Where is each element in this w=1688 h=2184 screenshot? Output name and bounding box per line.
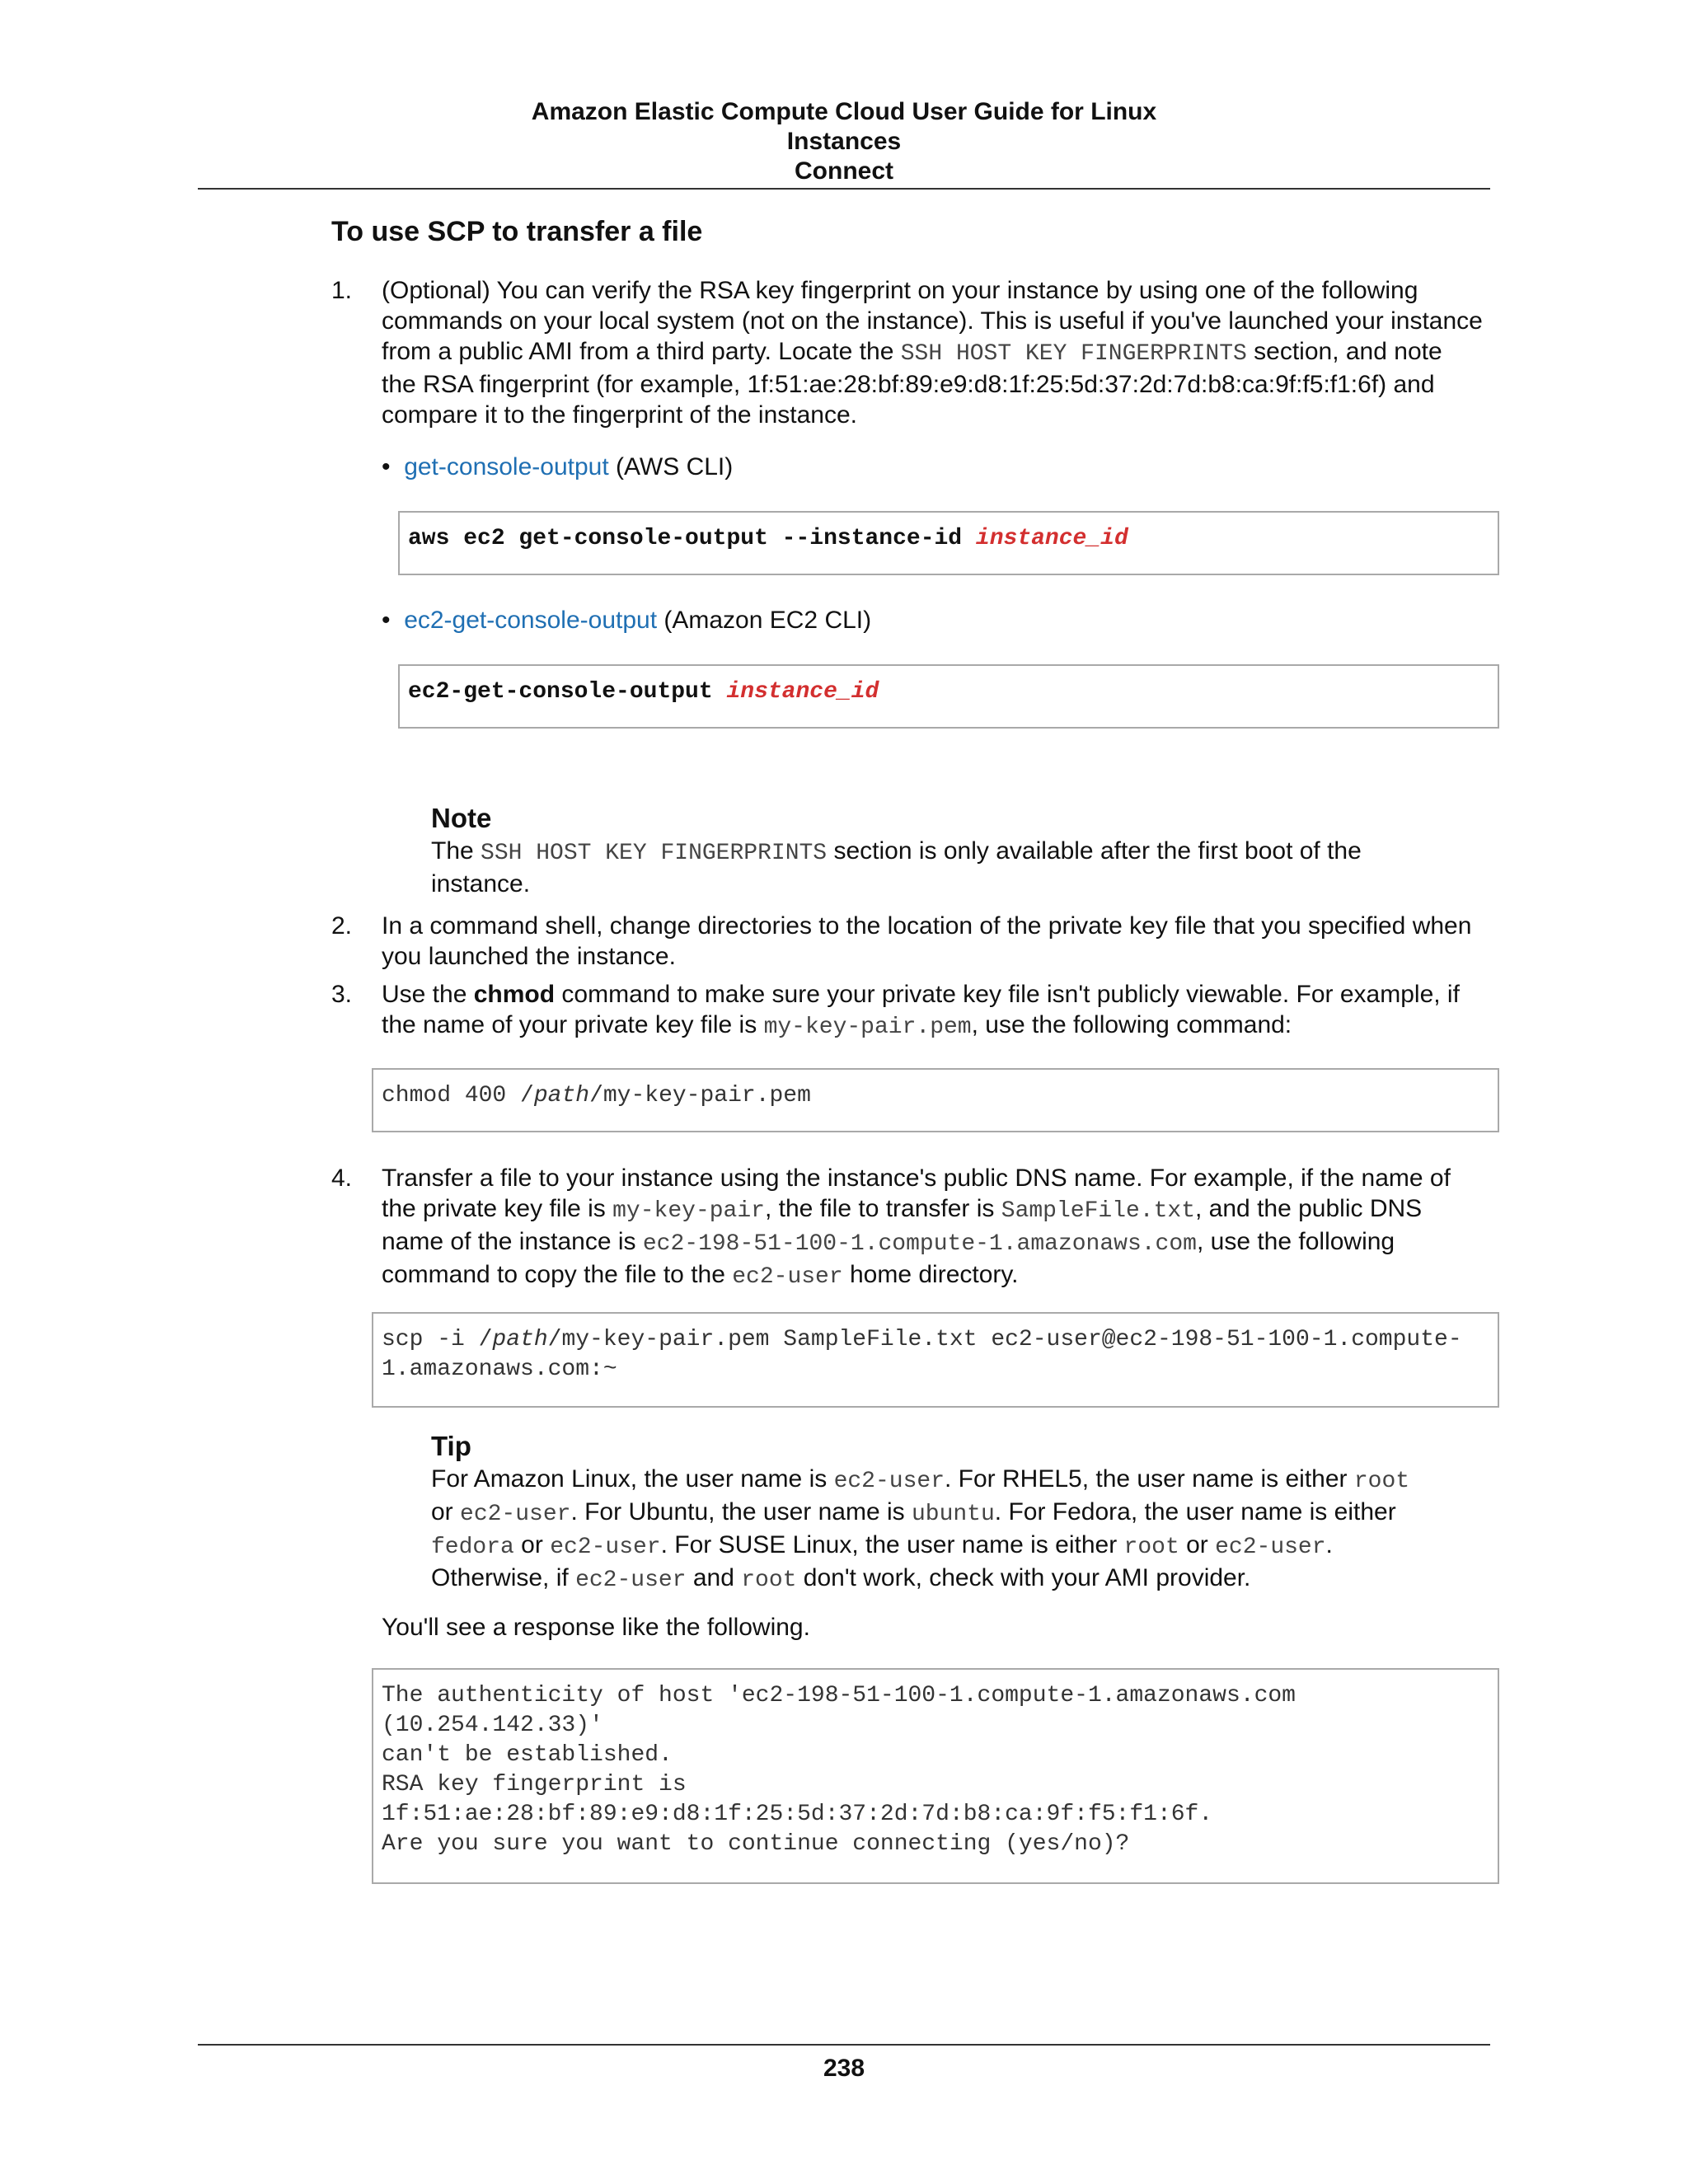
text: . For Ubuntu, the user name is xyxy=(570,1498,912,1526)
step-3-line xyxy=(382,1010,1494,1043)
step-1-number: 1. xyxy=(331,277,353,304)
text: the name of your private key file is xyxy=(382,1011,764,1038)
code-line: RSA key fingerprint is xyxy=(382,1772,687,1797)
step-3-line xyxy=(382,979,1494,1010)
inline-code: fedora xyxy=(431,1535,514,1560)
bullet-dot: • xyxy=(382,453,405,480)
bullet-suffix: (Amazon EC2 CLI) xyxy=(657,607,872,634)
inline-code: ec2-user xyxy=(575,1568,687,1593)
text: from a public AMI from a third party. Locate the xyxy=(382,338,901,365)
tip-title: Tip xyxy=(431,1431,471,1461)
tip-line xyxy=(431,1530,1494,1563)
tip-text xyxy=(431,1464,1494,1596)
inline-code: root xyxy=(1353,1469,1410,1494)
text: name of the instance is xyxy=(382,1228,643,1255)
step-1-line: compare it to the fingerprint of the instance. xyxy=(382,401,857,429)
code-text: /my-key-pair.pem xyxy=(589,1083,811,1108)
code-line: (10.254.142.33)' xyxy=(382,1713,603,1738)
running-header xyxy=(198,97,1490,186)
step-3-text xyxy=(382,979,1494,1043)
code-line: can't be established. xyxy=(382,1742,673,1768)
code-block-chmod xyxy=(372,1068,1499,1132)
note-text xyxy=(431,836,1486,899)
code-text: scp -i / xyxy=(382,1327,493,1352)
code-line: 1.amazonaws.com:~ xyxy=(382,1357,617,1382)
text: or xyxy=(513,1531,551,1558)
inline-code: ec2-user xyxy=(833,1469,945,1494)
page-number: 238 xyxy=(823,2055,865,2082)
tip-line xyxy=(431,1497,1494,1530)
step-1-line xyxy=(382,336,1494,369)
code-line: Are you sure you want to continue connecting (yes/no)? xyxy=(382,1831,1130,1857)
inline-code: root xyxy=(741,1568,797,1593)
code-block-response xyxy=(372,1668,1499,1884)
code-variable: instance_id xyxy=(975,526,1128,551)
step-2-number: 2. xyxy=(331,912,353,940)
get-console-output-link[interactable]: get-console-output xyxy=(404,453,609,480)
code-line: 1f:51:ae:28:bf:89:e9:d8:1f:25:5d:37:2d:7d:b8:ca:9f:f5:f1:6f. xyxy=(382,1802,1213,1827)
code-command: ec2-get-console-output xyxy=(408,679,727,705)
response-intro: You'll see a response like the following. xyxy=(382,1614,810,1641)
step-4-text xyxy=(382,1163,1494,1292)
step-1-line: the RSA fingerprint (for example, 1f:51:ae:28:bf:89:e9:d8:1f:25:5d:37:2d:7d:b8:ca:9f:f5:f1:6f) and xyxy=(382,371,1435,398)
step-2-line: you launched the instance. xyxy=(382,943,676,970)
step-1-text xyxy=(382,275,1494,430)
code-command: aws ec2 get-console-output --instance-id xyxy=(408,526,976,551)
code-variable: path xyxy=(492,1327,548,1352)
step-4-line xyxy=(382,1193,1494,1226)
text: section, and note xyxy=(1246,338,1442,365)
chmod-keyword: chmod xyxy=(473,981,556,1008)
header-guide-title: Amazon Elastic Compute Cloud User Guide for Linux xyxy=(531,98,1157,125)
step-4-number: 4. xyxy=(331,1165,353,1192)
inline-code: SampleFile.txt xyxy=(1001,1198,1196,1224)
step-4-line: Transfer a file to your instance using the instance's public DNS name. For example, if the name of xyxy=(382,1165,1451,1192)
ec2-get-console-output-link[interactable]: ec2-get-console-output xyxy=(404,607,658,634)
text: or xyxy=(1179,1531,1216,1558)
note-line: instance. xyxy=(431,870,531,898)
text: The xyxy=(431,837,481,865)
text: , use the following command: xyxy=(971,1011,1292,1038)
text: . For Fedora, the user name is either xyxy=(994,1498,1396,1526)
step-4-line xyxy=(382,1259,1494,1292)
header-chapter: Instances xyxy=(786,128,902,155)
text: For Amazon Linux, the user name is xyxy=(431,1465,834,1493)
note-title: Note xyxy=(431,803,492,833)
code-variable: path xyxy=(533,1083,590,1108)
text: command to make sure your private key file isn't publicly viewable. For example, if xyxy=(555,981,1460,1008)
step-2-line: In a command shell, change directories to the location of the private key file that you specified when xyxy=(382,912,1472,940)
inline-code: my-key-pair.pem xyxy=(763,1015,972,1040)
bullet-suffix: (AWS CLI) xyxy=(608,453,734,480)
code-text: chmod 400 / xyxy=(382,1083,534,1108)
inline-code: ec2-user xyxy=(1215,1535,1326,1560)
tip-line xyxy=(431,1464,1494,1497)
bullet-item-ec2-cli xyxy=(382,605,871,635)
bullet-item-aws-cli xyxy=(382,452,733,482)
tip-line xyxy=(431,1563,1494,1596)
inline-code: root xyxy=(1123,1535,1179,1560)
text: , the file to transfer is xyxy=(764,1195,1001,1222)
step-4-line xyxy=(382,1226,1494,1259)
code-block-ec2-cli xyxy=(398,664,1499,729)
bullet-dot: • xyxy=(382,607,405,634)
text: the private key file is xyxy=(382,1195,613,1222)
inline-code: my-key-pair xyxy=(612,1198,765,1224)
code-block-aws-cli xyxy=(398,511,1499,575)
footer-rule xyxy=(198,2044,1490,2046)
text: , and the public DNS xyxy=(1195,1195,1423,1222)
inline-code: ec2-user xyxy=(732,1264,843,1290)
section-title: To use SCP to transfer a file xyxy=(331,216,703,247)
header-section: Connect xyxy=(795,157,893,185)
code-line xyxy=(382,1325,1489,1355)
step-3-number: 3. xyxy=(331,981,353,1008)
text: and xyxy=(686,1564,742,1591)
inline-code: SSH HOST KEY FINGERPRINTS xyxy=(481,841,828,866)
inline-code: SSH HOST KEY FINGERPRINTS xyxy=(900,341,1247,367)
step-1-line: (Optional) You can verify the RSA key fingerprint on your instance by using one of the following xyxy=(382,277,1418,304)
code-text: /my-key-pair.pem SampleFile.txt ec2-user@ec2-198-51-100-1.compute- xyxy=(547,1327,1462,1352)
text: Otherwise, if xyxy=(431,1564,576,1591)
text: or xyxy=(431,1498,461,1526)
code-block-scp xyxy=(372,1312,1499,1408)
text: . xyxy=(1325,1531,1333,1558)
text: , use the following xyxy=(1196,1228,1395,1255)
note-line xyxy=(431,836,1486,869)
code-line: The authenticity of host 'ec2-198-51-100-1.compute-1.amazonaws.com xyxy=(382,1683,1296,1708)
step-2-text xyxy=(382,911,1494,972)
code-variable: instance_id xyxy=(726,679,879,705)
text: home directory. xyxy=(842,1261,1019,1288)
inline-code: ec2-user xyxy=(550,1535,661,1560)
text: . For SUSE Linux, the user name is either xyxy=(660,1531,1124,1558)
text: section is only available after the first boot of the xyxy=(827,837,1362,865)
text: command to copy the file to the xyxy=(382,1261,733,1288)
inline-code: ec2-198-51-100-1.compute-1.amazonaws.com xyxy=(642,1231,1197,1257)
header-rule xyxy=(198,188,1490,190)
inline-code: ec2-user xyxy=(460,1502,571,1527)
text: don't work, check with your AMI provider. xyxy=(796,1564,1251,1591)
inline-code: ubuntu xyxy=(911,1502,995,1527)
text: Use the xyxy=(382,981,474,1008)
step-1-line: commands on your local system (not on the instance). This is useful if you've launched your instance xyxy=(382,307,1483,335)
text: . For RHEL5, the user name is either xyxy=(945,1465,1354,1493)
